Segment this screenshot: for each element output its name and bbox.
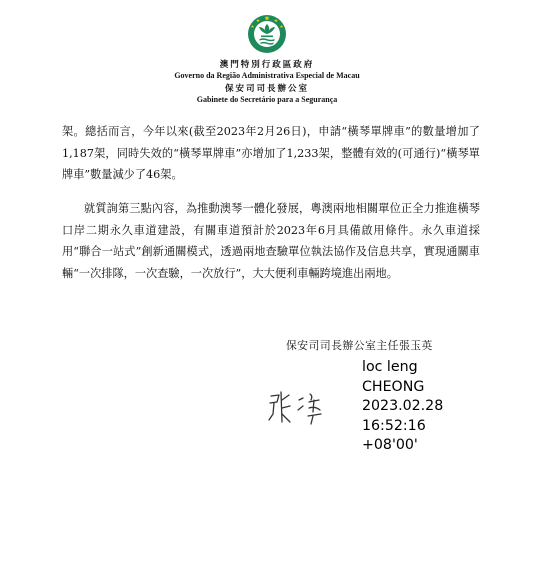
digital-signature-timezone: +08'00': [362, 437, 418, 454]
digital-signature-surname: CHEONG: [362, 378, 425, 395]
macau-sar-emblem-icon: [247, 14, 287, 54]
signer-title: 保安司司長辦公室主任張玉英: [286, 339, 433, 352]
handwritten-signature-icon: [265, 386, 357, 432]
letterhead: [0, 14, 534, 105]
digital-signature-block: [362, 358, 443, 456]
paragraph-summary: 架。總括而言，今年以來(截至2023年2月26日)，申請“橫琴單牌車”的數量增加了1,187架，同時失效的“橫琴單牌車”亦增加了1,233架，整體有效的(可通行)“橫琴單牌車”數量減少了46架。: [62, 125, 480, 181]
office-name-chinese: 保安司司長辦公室: [224, 84, 309, 94]
digital-signature-time: 16:52:16: [362, 417, 426, 434]
digital-signature-date: 2023.02.28: [362, 398, 444, 415]
government-name-chinese: 澳門特別行政區政府: [219, 60, 315, 70]
digital-signature-given-name: loc leng: [362, 359, 418, 375]
paragraph-third-point: 就質詢第三點內容，為推動澳琴一體化發展，粵澳兩地相關單位正全力推進橫琴口岸二期永久車道建設，有關車道預計於2023年6月具備啟用條件。永久車道採用“聯合一站式”創新通關模式，透過兩地查驗單位執法協作及信息共享，實現通關車輛“一次排隊，一次查驗，一次放行”，大大便利車輛跨境進出兩地。: [62, 202, 480, 280]
government-name-portuguese: Governo da Região Administrativa Especial de Macau: [174, 71, 360, 80]
office-name-portuguese: Gabinete do Secretário para a Segurança: [196, 95, 338, 104]
